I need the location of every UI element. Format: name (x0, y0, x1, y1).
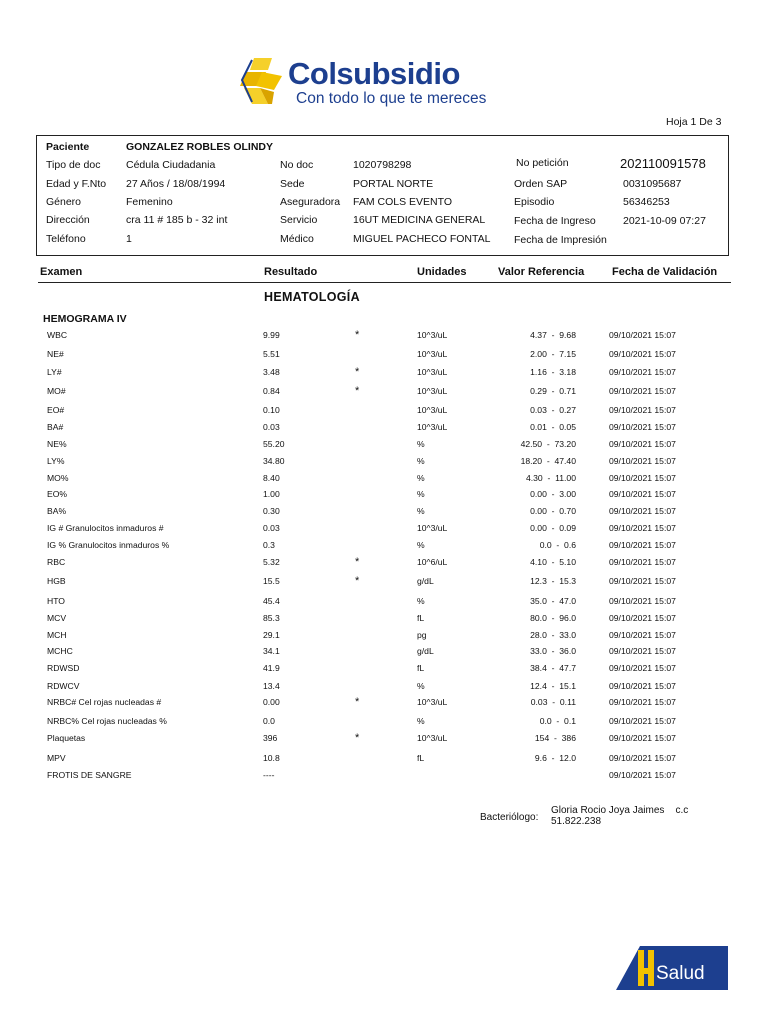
row-validation-date: 09/10/2021 15:07 (609, 716, 676, 726)
row-reference-range: 0.00 - 0.09 (530, 523, 576, 533)
row-exam-name: MO% (47, 473, 69, 483)
row-validation-date: 09/10/2021 15:07 (609, 367, 676, 377)
table-row (0, 557, 768, 571)
table-row (0, 540, 768, 554)
no-peticion-label: No petición (516, 157, 569, 169)
bacteriologo-name-line2: 51.822.238 (551, 816, 602, 827)
row-validation-date: 09/10/2021 15:07 (609, 646, 676, 656)
row-unit: % (417, 681, 425, 691)
row-reference-range: 2.00 - 7.15 (530, 349, 576, 359)
genero-label: Género (46, 196, 82, 208)
row-result-value: 1.00 (263, 489, 280, 499)
brand-name: Colsubsidio (288, 56, 460, 91)
col-header-resultado: Resultado (264, 266, 318, 278)
table-row (0, 646, 768, 660)
row-exam-name: NRBC# Cel rojas nucleadas # (47, 697, 162, 707)
row-result-value: 55.20 (263, 439, 285, 449)
row-exam-name: BA# (47, 422, 64, 432)
table-row (0, 770, 768, 784)
bacteriologo-name-line1: Gloria Rocio Joya Jaimes c.c (551, 805, 689, 816)
table-row (0, 596, 768, 610)
row-exam-name: RBC (47, 557, 66, 567)
row-result-value: 29.1 (263, 630, 280, 640)
col-header-unidades: Unidades (417, 266, 467, 278)
row-result-value: 8.40 (263, 473, 280, 483)
fecha-impresion-label: Fecha de Impresión (514, 234, 607, 246)
row-validation-date: 09/10/2021 15:07 (609, 697, 676, 707)
row-result-value: 0.00 (263, 697, 280, 707)
row-unit: % (417, 456, 425, 466)
row-reference-range: 0.03 - 0.11 (530, 697, 576, 707)
patient-info-box (36, 135, 729, 256)
row-reference-range: 18.20 - 47.40 (520, 456, 576, 466)
row-reference-range: 4.10 - 5.10 (530, 557, 576, 567)
row-exam-name: WBC (47, 330, 68, 340)
no-peticion-value: 202110091578 (620, 156, 706, 171)
row-result-value: 0.84 (263, 386, 280, 396)
direccion-label: Dirección (46, 214, 90, 226)
aseguradora-value: FAM COLS EVENTO (353, 196, 452, 208)
row-result-value: 5.32 (263, 557, 280, 567)
row-result-value: 10.8 (263, 753, 280, 763)
row-unit: 10^3/uL (417, 349, 448, 359)
row-out-of-range-flag: * (355, 575, 360, 587)
row-validation-date: 09/10/2021 15:07 (609, 456, 676, 466)
episodio-label: Episodio (514, 196, 555, 208)
row-reference-range: 154 - 386 (534, 733, 576, 743)
row-exam-name: NRBC% Cel rojas nucleadas % (47, 716, 167, 726)
no-doc-value: 1020798298 (353, 159, 412, 171)
row-exam-name: IG % Granulocitos inmaduros % (47, 540, 170, 550)
row-unit: 10^3/uL (417, 697, 448, 707)
sede-label: Sede (280, 178, 305, 190)
row-result-value: 45.4 (263, 596, 280, 606)
table-row (0, 405, 768, 419)
edad-value: 27 Años / 18/08/1994 (126, 178, 226, 190)
bacteriologo-label: Bacteriólogo: (480, 812, 539, 823)
row-validation-date: 09/10/2021 15:07 (609, 489, 676, 499)
row-validation-date: 09/10/2021 15:07 (609, 733, 676, 743)
direccion-value: cra 11 # 185 b - 32 int (126, 214, 228, 226)
row-result-value: 0.0 (263, 716, 275, 726)
table-row (0, 613, 768, 627)
row-unit: 10^3/uL (417, 367, 448, 377)
row-unit: % (417, 540, 425, 550)
page-indicator: Hoja 1 De 3 (666, 116, 722, 128)
row-validation-date: 09/10/2021 15:07 (609, 439, 676, 449)
row-unit: 10^3/uL (417, 386, 448, 396)
row-reference-range: 0.03 - 0.27 (530, 405, 576, 415)
row-unit: 10^6/uL (417, 557, 448, 567)
row-reference-range: 28.0 - 33.0 (530, 630, 576, 640)
row-exam-name: RDWCV (47, 681, 80, 691)
header-divider (38, 282, 731, 283)
table-row (0, 663, 768, 677)
row-reference-range: 0.00 - 0.70 (530, 506, 576, 516)
table-row (0, 697, 768, 711)
row-result-value: 9.99 (263, 330, 280, 340)
fecha-ingreso-value: 2021-10-09 07:27 (623, 215, 706, 227)
row-reference-range: 38.4 - 47.7 (530, 663, 576, 673)
table-row (0, 630, 768, 644)
row-reference-range: 0.0 - 0.1 (539, 716, 576, 726)
row-result-value: 34.1 (263, 646, 280, 656)
row-unit: g/dL (417, 646, 434, 656)
row-reference-range: 12.3 - 15.3 (530, 576, 576, 586)
colsubsidio-kite-logo-icon (238, 56, 292, 106)
group-title: HEMOGRAMA IV (43, 313, 127, 325)
row-unit: fL (417, 663, 425, 673)
row-exam-name: RDWSD (47, 663, 80, 673)
row-out-of-range-flag: * (355, 329, 360, 341)
row-result-value: 3.48 (263, 367, 280, 377)
row-out-of-range-flag: * (355, 366, 360, 378)
paciente-label: Paciente (46, 141, 90, 153)
table-row (0, 523, 768, 537)
row-result-value: 0.03 (263, 422, 280, 432)
row-exam-name: BA% (47, 506, 67, 516)
row-validation-date: 09/10/2021 15:07 (609, 349, 676, 359)
row-reference-range: 9.6 - 12.0 (534, 753, 576, 763)
orden-sap-value: 0031095687 (623, 178, 682, 190)
row-validation-date: 09/10/2021 15:07 (609, 506, 676, 516)
row-exam-name: HTO (47, 596, 65, 606)
salud-text: Salud (656, 963, 705, 984)
row-unit: 10^3/uL (417, 405, 448, 415)
row-exam-name: MCHC (47, 646, 73, 656)
row-validation-date: 09/10/2021 15:07 (609, 613, 676, 623)
fecha-ingreso-label: Fecha de Ingreso (514, 215, 596, 227)
row-validation-date: 09/10/2021 15:07 (609, 405, 676, 415)
row-unit: pg (417, 630, 427, 640)
aseguradora-label: Aseguradora (280, 196, 341, 208)
row-reference-range: 12.4 - 15.1 (530, 681, 576, 691)
row-exam-name: MCV (47, 613, 67, 623)
row-validation-date: 09/10/2021 15:07 (609, 663, 676, 673)
row-validation-date: 09/10/2021 15:07 (609, 630, 676, 640)
medico-label: Médico (280, 233, 314, 245)
table-row (0, 473, 768, 487)
row-unit: 10^3/uL (417, 330, 448, 340)
row-result-value: 85.3 (263, 613, 280, 623)
row-unit: fL (417, 613, 425, 623)
row-out-of-range-flag: * (355, 385, 360, 397)
row-exam-name: EO# (47, 405, 65, 415)
paciente-value: GONZALEZ ROBLES OLINDY (126, 141, 273, 153)
bacteriologo-name (551, 805, 688, 827)
row-unit: % (417, 439, 425, 449)
table-row (0, 330, 768, 344)
row-validation-date: 09/10/2021 15:07 (609, 596, 676, 606)
sede-value: PORTAL NORTE (353, 178, 434, 190)
row-unit: % (417, 506, 425, 516)
brand-tagline: Con todo lo que te mereces (296, 90, 487, 107)
table-row (0, 681, 768, 695)
row-unit: % (417, 716, 425, 726)
table-row (0, 456, 768, 470)
row-reference-range: 4.30 - 11.00 (525, 473, 576, 483)
row-reference-range: 0.01 - 0.05 (530, 422, 576, 432)
table-row (0, 489, 768, 503)
row-exam-name: NE% (47, 439, 67, 449)
table-row (0, 439, 768, 453)
telefono-label: Teléfono (46, 233, 86, 245)
row-reference-range: 35.0 - 47.0 (530, 596, 576, 606)
row-result-value: 0.03 (263, 523, 280, 533)
table-row (0, 386, 768, 400)
col-header-fecha-validacion: Fecha de Validación (612, 266, 718, 278)
salud-logo-badge (616, 946, 728, 990)
row-reference-range: 42.50 - 73.20 (520, 439, 576, 449)
row-reference-range: 4.37 - 9.68 (530, 330, 576, 340)
row-validation-date: 09/10/2021 15:07 (609, 386, 676, 396)
row-out-of-range-flag: * (355, 732, 360, 744)
table-row (0, 576, 768, 590)
row-exam-name: IG # Granulocitos inmaduros # (47, 523, 164, 533)
telefono-value: 1 (126, 233, 132, 245)
colsubsidio-logo (238, 56, 508, 114)
row-unit: % (417, 489, 425, 499)
row-result-value: 15.5 (263, 576, 280, 586)
table-row (0, 349, 768, 363)
row-reference-range: 0.29 - 0.71 (530, 386, 576, 396)
section-title: HEMATOLOGÍA (264, 290, 360, 304)
row-validation-date: 09/10/2021 15:07 (609, 330, 676, 340)
table-row (0, 716, 768, 730)
row-validation-date: 09/10/2021 15:07 (609, 576, 676, 586)
row-exam-name: NE# (47, 349, 64, 359)
genero-value: Femenino (126, 196, 173, 208)
table-row (0, 733, 768, 747)
tipo-doc-label: Tipo de doc (46, 159, 101, 171)
row-result-value: ---- (263, 770, 275, 780)
edad-label: Edad y F.Nto (46, 178, 107, 190)
row-exam-name: MPV (47, 753, 66, 763)
row-unit: g/dL (417, 576, 434, 586)
col-header-valor-referencia: Valor Referencia (498, 266, 585, 278)
col-header-examen: Examen (40, 266, 83, 278)
row-validation-date: 09/10/2021 15:07 (609, 523, 676, 533)
row-validation-date: 09/10/2021 15:07 (609, 473, 676, 483)
row-exam-name: FROTIS DE SANGRE (47, 770, 132, 780)
no-doc-label: No doc (280, 159, 314, 171)
row-exam-name: EO% (47, 489, 68, 499)
row-validation-date: 09/10/2021 15:07 (609, 681, 676, 691)
row-unit: 10^3/uL (417, 422, 448, 432)
row-reference-range: 0.00 - 3.00 (530, 489, 576, 499)
row-exam-name: Plaquetas (47, 733, 86, 743)
row-unit: % (417, 473, 425, 483)
row-reference-range: 80.0 - 96.0 (530, 613, 576, 623)
row-exam-name: MO# (47, 386, 66, 396)
row-result-value: 0.30 (263, 506, 280, 516)
table-row (0, 753, 768, 767)
tipo-doc-value: Cédula Ciudadania (126, 159, 216, 171)
row-validation-date: 09/10/2021 15:07 (609, 770, 676, 780)
row-exam-name: LY# (47, 367, 62, 377)
row-validation-date: 09/10/2021 15:07 (609, 753, 676, 763)
row-validation-date: 09/10/2021 15:07 (609, 557, 676, 567)
row-reference-range: 0.0 - 0.6 (539, 540, 576, 550)
row-exam-name: MCH (47, 630, 67, 640)
servicio-label: Servicio (280, 214, 318, 226)
servicio-value: 16UT MEDICINA GENERAL (353, 214, 486, 226)
row-result-value: 5.51 (263, 349, 280, 359)
row-unit: 10^3/uL (417, 733, 448, 743)
row-unit: fL (417, 753, 425, 763)
table-row (0, 422, 768, 436)
row-result-value: 0.10 (263, 405, 280, 415)
row-result-value: 34.80 (263, 456, 285, 466)
orden-sap-label: Orden SAP (514, 178, 568, 190)
episodio-value: 56346253 (623, 196, 670, 208)
row-result-value: 41.9 (263, 663, 280, 673)
row-reference-range: 1.16 - 3.18 (530, 367, 576, 377)
row-exam-name: LY% (47, 456, 65, 466)
row-result-value: 13.4 (263, 681, 280, 691)
row-reference-range: 33.0 - 36.0 (530, 646, 576, 656)
table-row (0, 367, 768, 381)
row-result-value: 396 (263, 733, 278, 743)
row-out-of-range-flag: * (355, 556, 360, 568)
medico-value: MIGUEL PACHECO FONTAL (353, 233, 491, 245)
table-row (0, 506, 768, 520)
row-out-of-range-flag: * (355, 696, 360, 708)
row-result-value: 0.3 (263, 540, 275, 550)
row-unit: 10^3/uL (417, 523, 448, 533)
row-validation-date: 09/10/2021 15:07 (609, 540, 676, 550)
row-exam-name: HGB (47, 576, 66, 586)
row-unit: % (417, 596, 425, 606)
row-validation-date: 09/10/2021 15:07 (609, 422, 676, 432)
